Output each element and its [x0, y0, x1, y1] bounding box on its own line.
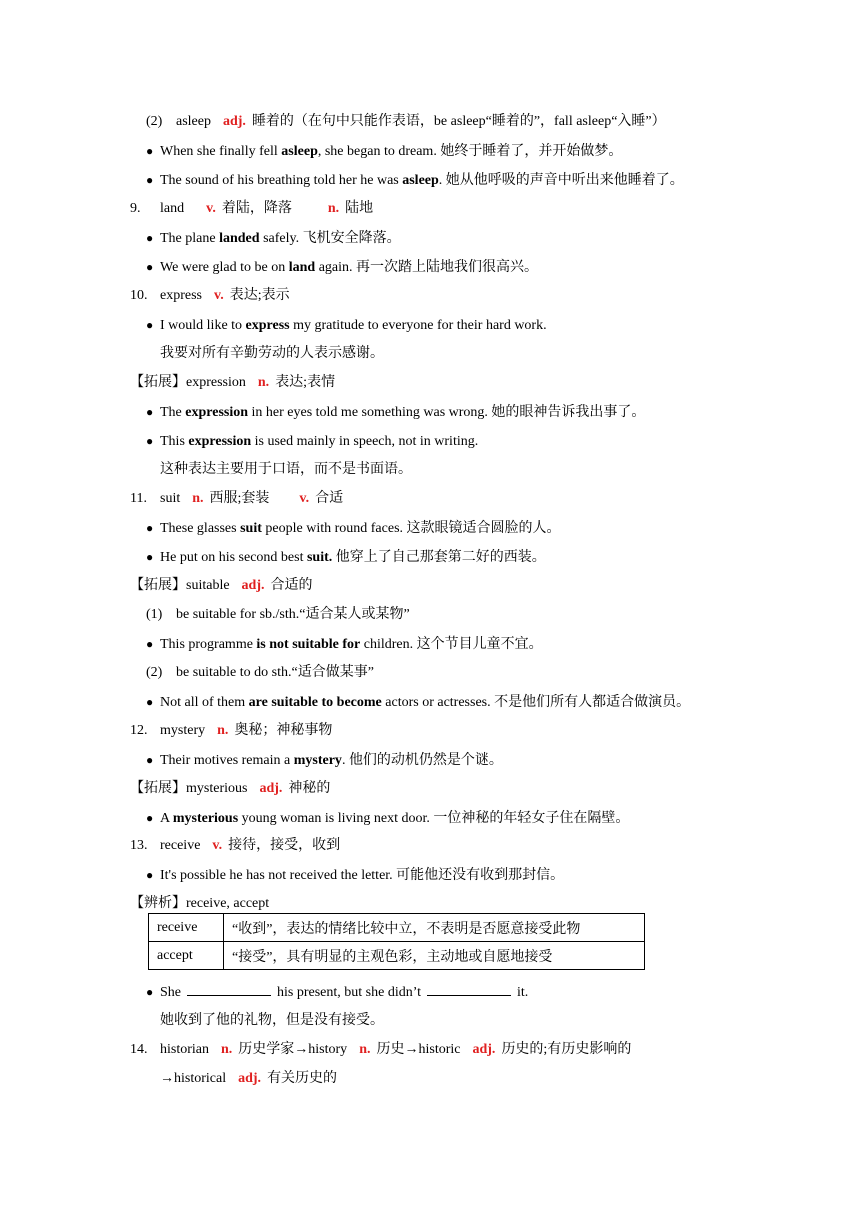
example-sentence: ● I would like to express my gratitude to everyone for their hard work. [146, 318, 547, 333]
answer-blank[interactable] [427, 983, 511, 996]
example-sentence: ● He put on his second best suit. 他穿上了自己那套第二好的西装。 [146, 550, 546, 565]
entry-heading-mystery [130, 722, 332, 740]
part-of-speech: n. [327, 201, 340, 216]
part-of-speech: adj. [238, 1071, 262, 1086]
keyword: is not suitable for [256, 637, 361, 652]
bullet-icon: ● [146, 550, 154, 564]
part-of-speech: v. [299, 491, 310, 506]
keyword: asleep [402, 173, 439, 188]
keyword: suit. [306, 550, 333, 565]
fill-in-exercise: ● She his present, but she didn’t it. [146, 985, 529, 1000]
bullet-icon: ● [146, 173, 154, 187]
table-cell-description: “接受”，具有明显的主观色彩，主动地或自愿地接受 [224, 942, 645, 970]
extension-expression [130, 374, 335, 392]
part-of-speech: n. [192, 491, 204, 506]
keyword: landed [219, 231, 260, 246]
keyword: mystery [293, 753, 342, 768]
part-of-speech: n. [221, 1042, 233, 1057]
bullet-icon: ● [146, 637, 154, 651]
sense-heading-asleep [146, 113, 666, 131]
keyword: expression [185, 405, 249, 420]
part-of-speech: v. [214, 288, 224, 303]
headword: asleep [176, 114, 211, 129]
answer-blank[interactable] [187, 983, 271, 996]
sense-number: (2) [146, 114, 163, 129]
usage-pattern: (1) be suitable for sb./sth.“适合某人或某物” [146, 607, 410, 622]
definition: 着陆，降落 [221, 201, 292, 216]
translation: 我要对所有辛勤劳动的人表示感谢。 [160, 346, 384, 361]
headword: expression [186, 375, 246, 390]
part-of-speech: adj. [222, 114, 246, 129]
extension-tag: 【拓展】 [130, 781, 186, 796]
headword: suit [160, 491, 181, 506]
entry-number: 12. [130, 723, 148, 738]
bullet-icon: ● [146, 434, 154, 448]
definition: 历史的;有历史影响的 [501, 1042, 632, 1057]
definition: 接待，接受，收到 [228, 838, 341, 853]
definition: 神秘的 [288, 781, 331, 796]
headword: suitable [186, 578, 230, 593]
usage-pattern: (2) be suitable to do sth.“适合做某事” [146, 665, 374, 680]
headword: mysterious [186, 781, 248, 796]
compared-words: receive, accept [186, 896, 270, 911]
translation: 这种表达主要用于口语，而不是书面语。 [160, 462, 412, 477]
definition: 表达;表情 [275, 375, 336, 390]
part-of-speech: v. [206, 201, 216, 216]
bullet-icon: ● [146, 753, 154, 767]
extension-tag: 【拓展】 [130, 375, 186, 390]
example-sentence: ● A mysterious young woman is living next door. 一位神秘的年轻女子住在隔壁。 [146, 811, 630, 826]
table-row [149, 914, 645, 942]
bullet-icon: ● [146, 144, 154, 158]
example-sentence: ● These glasses suit people with round faces. 这款眼镜适合圆脸的人。 [146, 521, 561, 536]
extension-tag: 【拓展】 [130, 578, 186, 593]
bullet-icon: ● [146, 868, 154, 882]
definition: 奥秘；神秘事物 [234, 723, 333, 738]
headword: historian [160, 1042, 209, 1057]
table-cell-description: “收到”，表达的情绪比较中立，不表明是否愿意接受此物 [224, 914, 645, 942]
headword: land [160, 201, 185, 216]
example-sentence: ● Not all of them are suitable to become actors or actresses. 不是他们所有人都适合做演员。 [146, 695, 691, 710]
example-sentence: ● This programme is not suitable for children. 这个节目儿童不宜。 [146, 637, 543, 652]
definition: 有关历史的 [267, 1071, 338, 1086]
entry-heading-receive [130, 837, 340, 855]
definition: 陆地 [345, 201, 374, 216]
keyword: express [245, 318, 290, 333]
extension-mysterious [130, 780, 330, 798]
example-sentence: ● Their motives remain a mystery. 他们的动机仍然是个谜。 [146, 753, 503, 768]
bullet-icon: ● [146, 231, 154, 245]
part-of-speech: adj. [241, 578, 265, 593]
example-sentence: ● It's possible he has not received the letter. 可能他还没有收到那封信。 [146, 868, 565, 883]
bullet-icon: ● [146, 695, 154, 709]
comparison-table [148, 913, 645, 970]
definition: 西服;套装 [209, 491, 270, 506]
comparison-heading [130, 895, 269, 913]
part-of-speech: v. [212, 838, 223, 853]
bullet-icon: ● [146, 405, 154, 419]
table-row [149, 942, 645, 970]
entry-heading-land [130, 200, 373, 218]
keyword: are suitable to become [248, 695, 382, 710]
example-sentence: ● The expression in her eyes told me something was wrong. 她的眼神告诉我出事了。 [146, 405, 646, 420]
comparison-tag: 【辨析】 [130, 896, 186, 911]
entry-heading-historian [130, 1041, 631, 1059]
sense-number: (2) [146, 665, 163, 680]
extension-suitable [130, 577, 313, 595]
keyword: mysterious [172, 811, 239, 826]
keyword: asleep [281, 144, 318, 159]
definition: 历史学家→history [238, 1042, 348, 1057]
part-of-speech: n. [217, 723, 229, 738]
example-sentence: ● The plane landed safely. 飞机安全降落。 [146, 231, 401, 246]
example-sentence: ● The sound of his breathing told her he was asleep. 她从他呼吸的声音中听出来他睡着了。 [146, 173, 684, 188]
sense-number: (1) [146, 607, 163, 622]
entry-heading-express [130, 287, 290, 305]
table-cell-word: receive [149, 914, 224, 942]
part-of-speech: adj. [259, 781, 283, 796]
definition: 历史→historic [376, 1042, 461, 1057]
entry-number: 14. [130, 1042, 148, 1057]
definition: 睡着的（在句中只能作表语，be asleep“睡着的”，fall asleep“入睡”） [251, 114, 666, 129]
definition: 合适的 [270, 578, 313, 593]
bullet-icon: ● [146, 260, 154, 274]
entry-continuation [160, 1070, 337, 1088]
part-of-speech: adj. [472, 1042, 496, 1057]
headword: receive [160, 838, 201, 853]
bullet-icon: ● [146, 985, 154, 999]
example-sentence: ● This expression is used mainly in speech, not in writing. [146, 434, 479, 449]
example-sentence: ● We were glad to be on land again. 再一次踏上陆地我们很高兴。 [146, 260, 539, 275]
definition: 表达;表示 [229, 288, 290, 303]
entry-number: 10. [130, 288, 148, 303]
keyword: expression [188, 434, 252, 449]
definition: 合适 [315, 491, 344, 506]
part-of-speech: n. [359, 1042, 371, 1057]
headword: express [160, 288, 202, 303]
bullet-icon: ● [146, 811, 154, 825]
example-sentence: ● When she finally fell asleep, she began to dream. 她终于睡着了，并开始做梦。 [146, 144, 623, 159]
part-of-speech: n. [257, 375, 270, 390]
keyword: land [288, 260, 316, 275]
translation: 她收到了他的礼物，但是没有接受。 [160, 1013, 384, 1028]
entry-number: 13. [130, 838, 148, 853]
headword: →historical [160, 1071, 227, 1086]
keyword: suit [240, 521, 262, 536]
headword: mystery [160, 723, 206, 738]
bullet-icon: ● [146, 521, 154, 535]
entry-heading-suit [130, 490, 343, 508]
entry-number: 11. [130, 491, 147, 506]
entry-number: 9. [130, 201, 141, 216]
table-cell-word: accept [149, 942, 224, 970]
bullet-icon: ● [146, 318, 154, 332]
